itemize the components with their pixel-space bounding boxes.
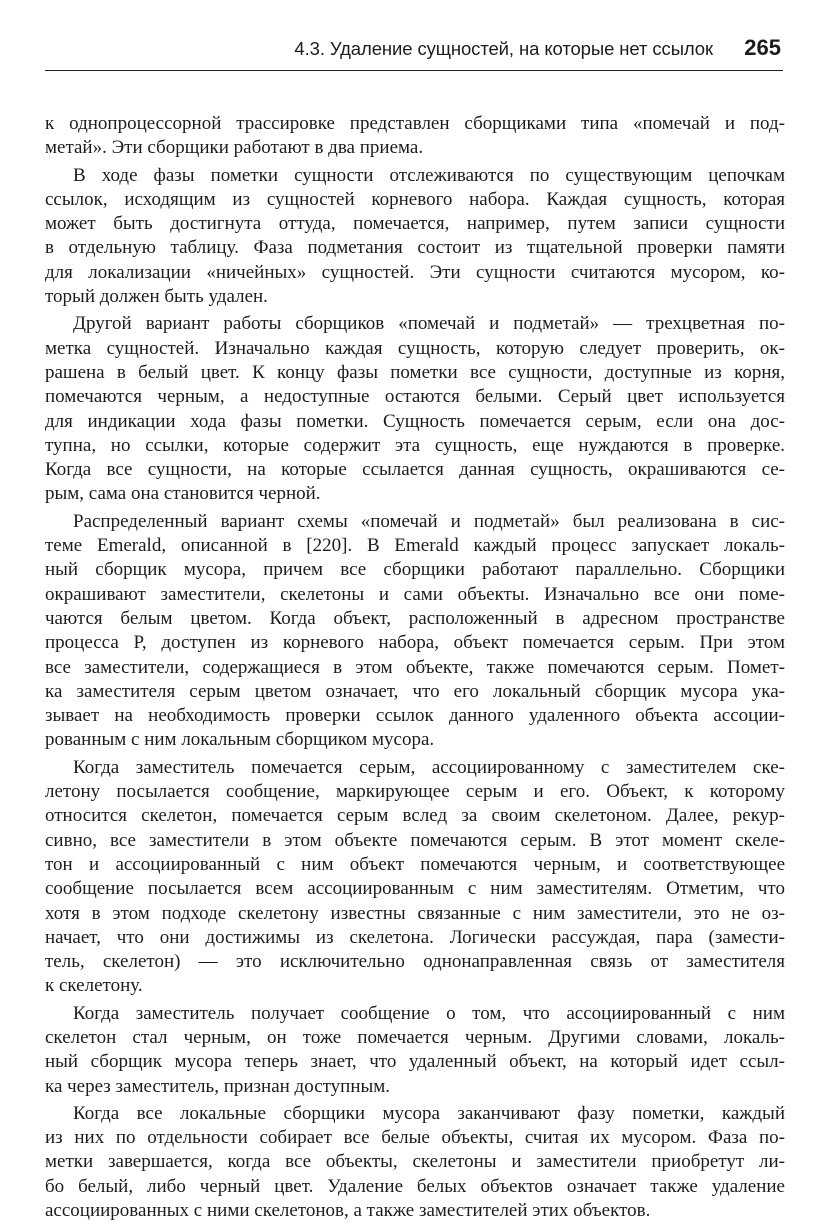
text-line: ка через заместитель, признан доступным. (45, 1075, 391, 1097)
text-line: ный сборщик мусора теперь знает, что удаленный объект, на который идет ссыл- (45, 1051, 785, 1073)
running-header (45, 36, 783, 71)
paragraph (45, 1102, 785, 1223)
text-line: зывает на необходимость проверки ссылок данного удаленного объекта ассоции- (45, 705, 785, 727)
text-line: к однопроцессорной трассировке представлен сборщиками типа «помечай и под- (45, 113, 785, 134)
text-line: для индикации хода фазы пометки. Сущность помечается серым, если она дос- (45, 410, 785, 432)
text-line: теме Emerald, описанной в [220]. В Emerald каждый процесс запускает локаль- (45, 535, 785, 557)
text-line: относится скелетон, помечается серым вслед за своим скелетоном. Далее, рекур- (45, 805, 785, 827)
text-line: все заместители, содержащиеся в этом объекте, также помечаются серым. Помет- (45, 656, 785, 678)
section-title: 4.3. Удаление сущностей, на которые нет ссылок (294, 38, 713, 59)
text-line: Распределенный вариант схемы «помечай и подметай» был реализована в сис- (73, 510, 785, 532)
text-line: ный сборщик мусора, причем все сборщики работают параллельно. Сборщики (45, 559, 785, 581)
paragraph (45, 510, 785, 753)
text-line: ассоциированных с ними скелетонов, а также заместителей этих объектов. (45, 1200, 651, 1222)
text-line: ссылок, исходящим из сущностей корневого набора. Каждая сущность, которая (45, 188, 785, 210)
text-line: тон и ассоциированный с ним объект помечаются черным, и соответствующее (45, 853, 785, 875)
text-line: Когда все локальные сборщики мусора заканчивают фазу пометки, каждый (73, 1102, 785, 1124)
text-line: метай». Эти сборщики работают в два приема. (45, 137, 424, 159)
text-line: метки завершается, когда все объекты, скелетоны и заместители приобретут ли- (45, 1151, 785, 1173)
text-line: процесса P, доступен из корневого набора, объект помечается серым. При этом (45, 632, 785, 654)
text-line: из них по отдельности собирает все белые объекты, считая их мусором. Фаза по- (45, 1127, 785, 1149)
text-line: тель, скелетон) — это исключительно однонаправленная связь от заместителя (45, 951, 785, 973)
text-line: бо белый, либо черный цвет. Удаление белых объектов означает также удаление (45, 1175, 785, 1197)
text-line: начает, что они достижимы из скелетона. Логически рассуждая, пара (замести- (45, 926, 785, 948)
text-line: Другой вариант работы сборщиков «помечай и подметай» — трехцветная по- (73, 313, 785, 335)
text-line: окрашивают заместители, скелетоны и сами объекты. Изначально все они поме- (45, 583, 785, 605)
paragraph (45, 1002, 785, 1099)
text-line: в отдельную таблицу. Фаза подметания состоит из тщательной проверки памяти (45, 237, 785, 259)
paragraph (45, 312, 785, 506)
text-line: рым, сама она становится черной. (45, 483, 321, 505)
text-line: летону посылается сообщение, маркирующее серым и его. Объект, к которому (45, 781, 785, 803)
text-line: чаются белым цветом. Когда объект, расположенный в адресном пространстве (45, 607, 785, 629)
text-line: к скелетону. (45, 975, 143, 997)
text-line: для локализации «ничейных» сущностей. Эти сущности считаются мусором, ко- (45, 261, 785, 283)
text-line: метка сущностей. Изначально каждая сущность, которую следует проверить, ок- (45, 337, 785, 359)
text-line: торый должен быть удален. (45, 286, 268, 308)
body-text (45, 112, 785, 1226)
paragraph (45, 756, 785, 999)
text-line: Когда заместитель получает сообщение о том, что ассоциированный с ним (73, 1002, 785, 1024)
text-line: рашена в белый цвет. К концу фазы пометки все сущности, доступные из корня, (45, 361, 785, 383)
text-line: рованным с ним локальным сборщиком мусора. (45, 729, 435, 751)
text-line: помечаются черным, а недоступные остаются белыми. Серый цвет используется (45, 386, 785, 408)
text-line: сивно, все заместители в этом объекте помечаются серым. В этот момент скеле- (45, 829, 785, 851)
text-line: ка заместителя серым цветом означает, что его локальный сборщик мусора ука- (45, 680, 785, 702)
text-line: Когда все сущности, на которые ссылается данная сущность, окрашиваются се- (45, 459, 785, 481)
text-line: тупна, но ссылки, которые содержит эта сущность, еще нуждаются в проверке. (45, 434, 785, 456)
text-line: Когда заместитель помечается серым, ассоциированному с заместителем ске- (73, 756, 785, 778)
text-line: хотя в этом подходе скелетону известны связанные с ним заместители, это не оз- (45, 902, 785, 924)
page-number: 265 (744, 35, 781, 60)
paragraph (45, 164, 785, 310)
text-line: сообщение посылается всем ассоциированным с ним заместителям. Отметим, что (45, 878, 785, 900)
text-line: скелетон стал черным, он тоже помечается черным. Другими словами, локаль- (45, 1026, 785, 1048)
text-line: может быть достигнута оттуда, помечается, например, путем записи сущности (45, 213, 785, 235)
text-line: В ходе фазы пометки сущности отслеживаются по существующим цепочкам (73, 164, 785, 186)
paragraph (45, 112, 785, 161)
